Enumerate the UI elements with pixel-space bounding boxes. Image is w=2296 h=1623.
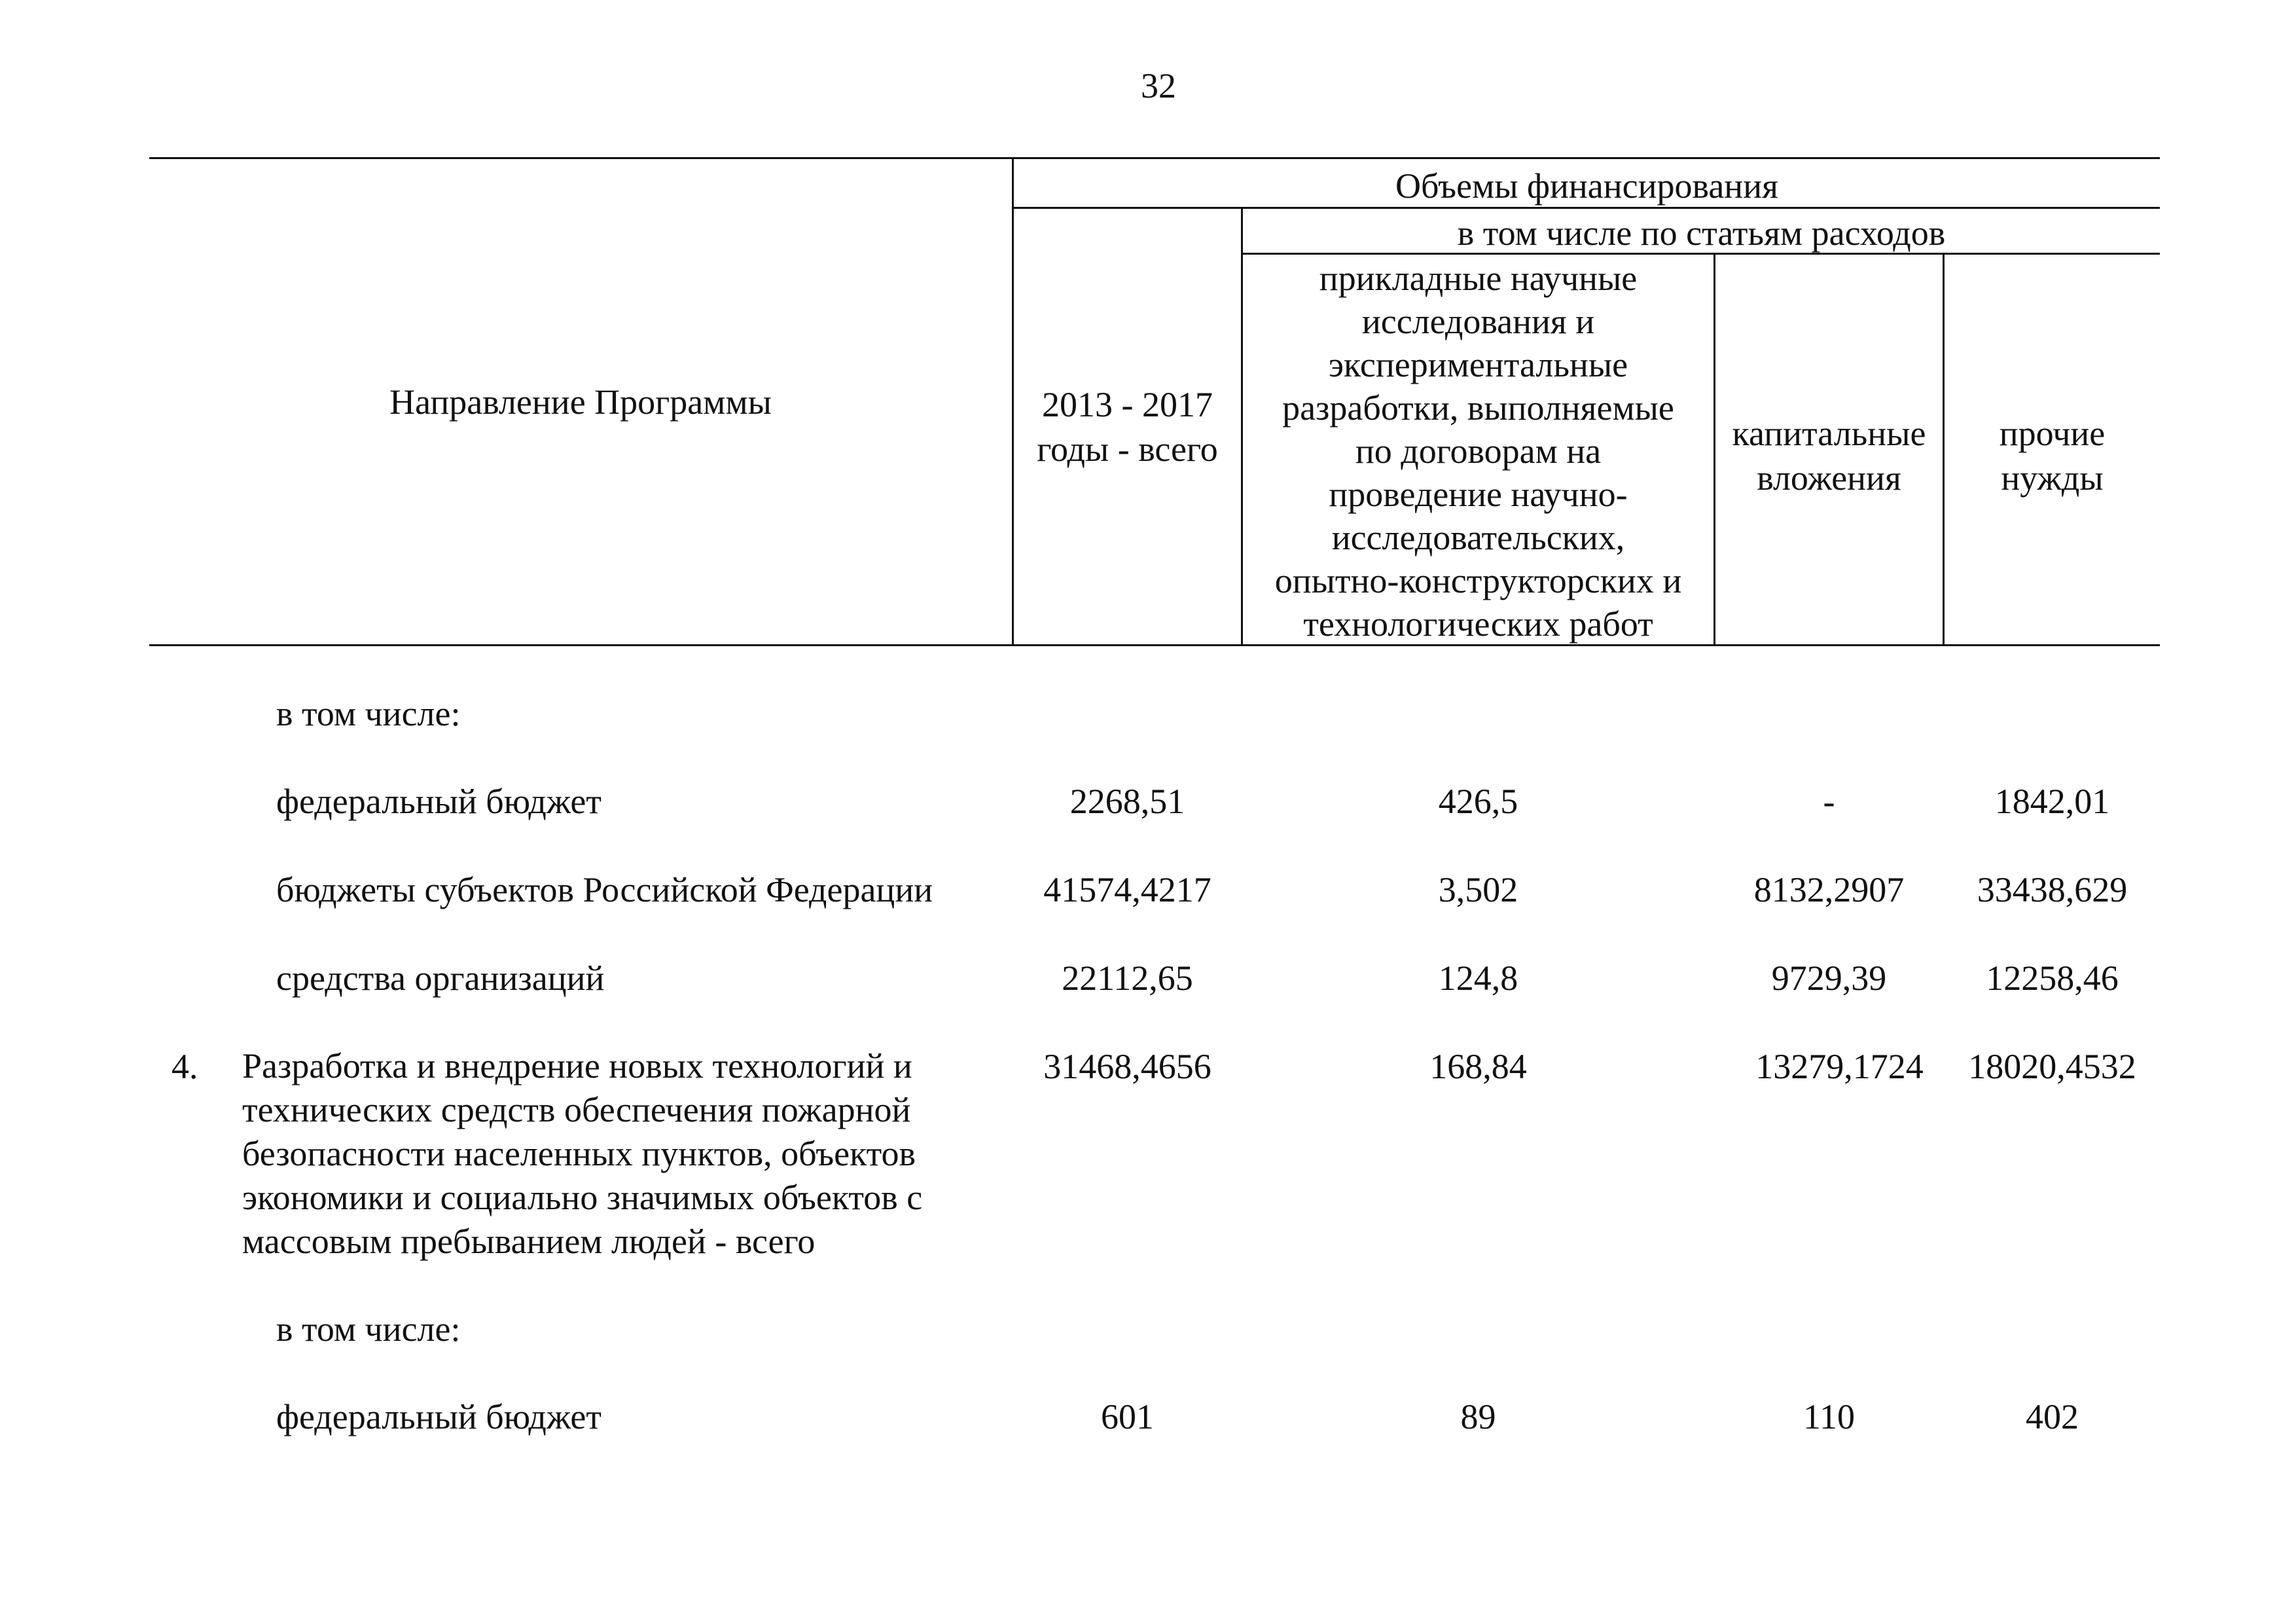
header-rnd-line-7: исследовательских,: [1331, 518, 1625, 557]
cell-capital: 13279,1724: [1755, 1047, 1924, 1086]
header-other: [1945, 411, 2160, 500]
cell-other: 18020,4532: [1968, 1047, 2136, 1086]
row-label: федеральный бюджет: [276, 782, 601, 821]
header-rnd: [1243, 257, 1713, 646]
header-total-line-1: 2013 - 2017: [1042, 385, 1213, 424]
cell-capital: 110: [1803, 1397, 1855, 1436]
cell-other: 12258,46: [1986, 958, 2119, 998]
cell-total: 31468,4656: [1043, 1047, 1211, 1086]
row-label: федеральный бюджет: [276, 1397, 601, 1436]
cell-capital: 9729,39: [1771, 958, 1887, 998]
table-top-rule: [149, 157, 2160, 159]
item-label-line-5: массовым пребыванием людей - всего: [242, 1222, 816, 1261]
header-other-line-1: прочие: [1999, 414, 2106, 453]
cell-other: 402: [2026, 1397, 2079, 1436]
cell-total: 41574,4217: [1043, 870, 1211, 909]
header-rnd-line-9: технологических работ: [1303, 604, 1653, 644]
header-capital-line-2: вложения: [1757, 458, 1901, 498]
header-capital-line-1: капитальные: [1732, 414, 1926, 453]
row-label: бюджеты субъектов Российской Федерации: [276, 870, 933, 909]
header-rnd-line-2: исследования и: [1361, 302, 1595, 341]
cell-other: 33438,629: [1977, 870, 2128, 909]
cell-other: 1842,01: [1994, 782, 2110, 821]
cell-rnd: 124,8: [1438, 958, 1518, 998]
header-including-by-expense: в том числе по статьям расходов: [1457, 213, 1946, 253]
header-rnd-line-4: разработки, выполняемые: [1282, 388, 1674, 428]
cell-rnd: 168,84: [1429, 1047, 1527, 1086]
cell-capital: 8132,2907: [1753, 870, 1905, 909]
row-label: в том числе:: [276, 694, 461, 733]
cell-total: 22112,65: [1062, 958, 1193, 998]
item-label-line-4: экономики и социально значимых объектов с: [242, 1178, 923, 1217]
header-bottom-rule: [149, 644, 2160, 646]
header-rnd-line-5: по договорам на: [1355, 431, 1602, 471]
header-total-line-2: годы - всего: [1037, 429, 1218, 469]
header-direction: Направление Программы: [389, 382, 772, 422]
item-label-line-3: безопасности населенных пунктов, объектов: [242, 1134, 916, 1173]
cell-total: 2268,51: [1069, 782, 1185, 821]
header-rnd-line-1: прикладные научные: [1319, 259, 1638, 298]
header-rnd-line-3: экспериментальные: [1328, 345, 1628, 384]
cell-rnd: 89: [1460, 1397, 1496, 1436]
cell-rnd: 426,5: [1438, 782, 1518, 821]
item-label: [242, 1044, 922, 1264]
item-number: 4.: [171, 1047, 198, 1086]
row-label: в том числе:: [276, 1309, 461, 1349]
cell-total: 601: [1101, 1397, 1154, 1436]
cell-rnd: 3,502: [1438, 870, 1518, 909]
header-other-line-2: нужды: [2001, 458, 2104, 498]
header-rnd-line-8: опытно-конструкторских и: [1274, 561, 1682, 600]
header-total: [1014, 382, 1241, 471]
header-capital: [1715, 411, 1943, 500]
row-label: средства организаций: [276, 958, 605, 998]
header-rnd-line-6: проведение научно-: [1329, 475, 1628, 514]
header-funding-volumes: Объемы финансирования: [1395, 166, 1778, 206]
page-number: 32: [1141, 66, 1176, 105]
item-label-line-1: Разработка и внедрение новых технологий и: [242, 1046, 912, 1085]
cell-capital: -: [1823, 782, 1835, 821]
item-label-line-2: технических средств обеспечения пожарной: [242, 1090, 911, 1129]
